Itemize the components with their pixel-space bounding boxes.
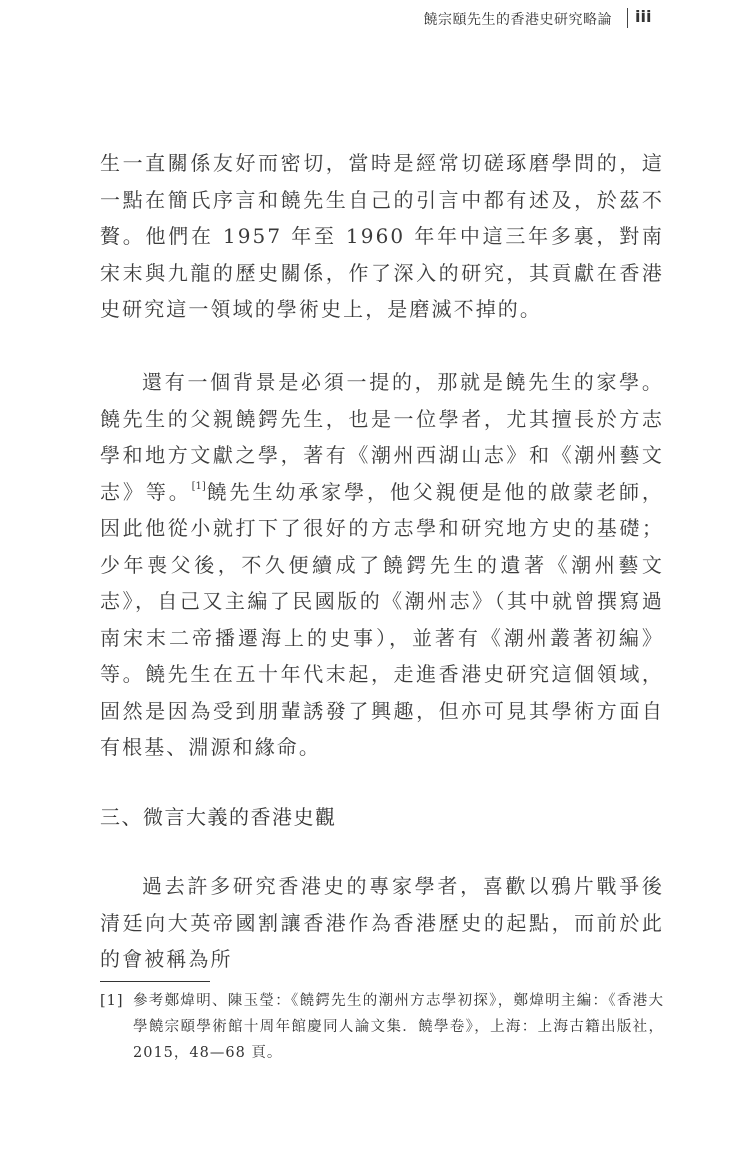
- paragraph-2-text-a: 還有一個背景是必須一提的，那就是饒先生的家學。饒先生的父親饒鍔先生，也是一位學者，尤其擅長於方志學和地方文獻之學，著有《潮州西湖山志》和《潮州藝文志》等。: [100, 370, 664, 504]
- body-paragraph-3: 過去許多研究香港史的專家學者，喜歡以鴉片戰爭後清廷向大英帝國割讓香港作為香港歷史的起點，而前於此的會被稱為所: [100, 874, 664, 971]
- paragraph-2-text-b: 饒先生幼承家學，他父親便是他的啟蒙老師，因此他從小就打下了很好的方志學和研究地方史的基礎；少年喪父後，不久便續成了饒鍔先生的遺著《潮州藝文志》，自己又主編了民國版的《潮州志》（其中就曾撰寫過南宋末二帝播遷海上的史事），並著有《潮州叢著初編》等。饒先生在五十年代末起，走進香港史研究這個領域，固然是因為受到朋輩誘發了興趣，但亦可見其學術方面自有根基、淵源和緣命。: [100, 479, 664, 759]
- header-divider: [627, 8, 628, 28]
- footnote-text: 參考鄭煒明、陳玉瑩：《饒鍔先生的潮州方志學初探》，鄭煒明主編：《香港大學饒宗頤學術館十周年館慶同人論文集．饒學卷》，上海：上海古籍出版社，2015，48—68 頁。: [133, 993, 664, 1061]
- footnote-divider: [100, 981, 210, 982]
- footnote-marker: [1]: [100, 993, 124, 1009]
- page-number: iii: [635, 7, 652, 26]
- body-paragraph-2: [100, 364, 664, 766]
- section-heading: 三、微言大義的香港史觀: [100, 805, 337, 829]
- footnote: [100, 988, 664, 1066]
- footnote-reference[interactable]: [1]: [191, 480, 206, 492]
- running-header: [0, 6, 750, 30]
- body-paragraph-1: 生一直關係友好而密切，當時是經常切磋琢磨學問的，這一點在簡氏序言和饒先生自己的引言中都有述及，於茲不贅。他們在 1957 年至 1960 年年中這三年多裏，對南宋末與九龍的歷史關係，作了深入的研究，其貢獻在香港史研究這一領域的學術史上，是磨滅不掉的。: [100, 151, 664, 321]
- running-header-title: 饒宗頤先生的香港史研究略論: [423, 12, 612, 28]
